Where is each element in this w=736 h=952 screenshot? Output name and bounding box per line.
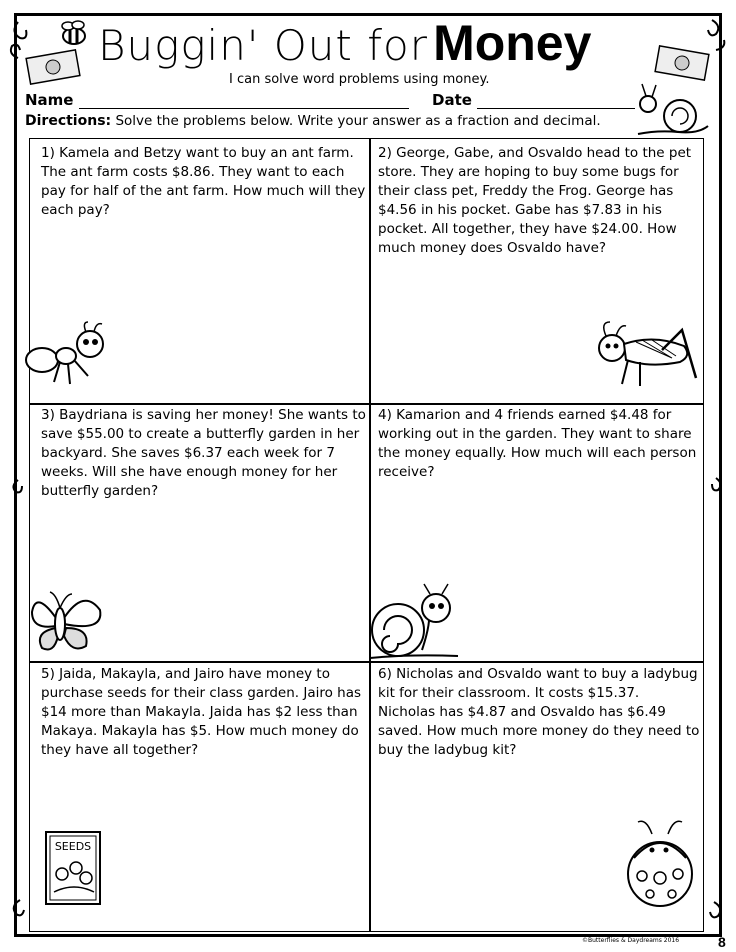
date-field[interactable] xyxy=(432,91,635,109)
name-line[interactable] xyxy=(79,94,409,109)
date-line[interactable] xyxy=(477,94,635,109)
problem-2: 2) George, Gabe, and Osvaldo head to the pet store. They are hoping to buy some bugs for their class pet, Freddy the Frog. George has $4.56 in his pocket. Gabe has $7.83 in his pocket. All together, they have $24.00. How much money does Osvaldo have? xyxy=(378,145,692,256)
seeds-label: SEEDS xyxy=(54,840,92,853)
ladybug-icon xyxy=(622,818,702,908)
page-number: 8 xyxy=(718,934,726,950)
directions-label: Directions: xyxy=(25,113,112,129)
problem-1: 1) Kamela and Betzy want to buy an ant farm. The ant farm costs $8.86. They want to each pay for half of the ant farm. How much will they each pay? xyxy=(41,145,366,218)
copyright: ©Butterflies & Daydreams 2016 xyxy=(582,937,680,944)
grid-divider-vertical xyxy=(369,139,371,931)
page-title xyxy=(98,14,591,74)
title-part2: Money xyxy=(433,15,592,71)
butterfly-icon xyxy=(26,588,106,654)
dollar-bill-icon xyxy=(26,50,82,84)
snail-icon xyxy=(362,584,462,664)
grasshopper-icon xyxy=(592,320,702,392)
date-label: Date xyxy=(432,91,472,109)
directions xyxy=(25,113,601,129)
name-field[interactable] xyxy=(25,91,409,109)
dollar-bill-icon xyxy=(655,46,711,80)
problem-3: 3) Baydriana is saving her money! She wants to save $55.00 to create a butterfly garden in her backyard. She saves $6.37 each week for 7 weeks. Will she have enough money for her butterfly garden? xyxy=(41,407,366,499)
ant-icon xyxy=(20,322,110,392)
learning-target: I can solve word problems using money. xyxy=(229,72,490,87)
seed-packet-icon xyxy=(44,830,104,908)
problem-grid xyxy=(29,138,704,932)
problem-5: 5) Jaida, Makayla, and Jairo have money to purchase seeds for their class garden. Jairo has $14 more than Makayla. Jaida has $2 less than Makaya. Makayla has $5. How much money do they have all together? xyxy=(41,666,362,758)
problem-6: 6) Nicholas and Osvaldo want to buy a ladybug kit for their classroom. It costs $15.37. Nicholas has $4.87 and Osvaldo has $6.49 saved. How much more money do they need to buy the ladybug kit? xyxy=(378,666,700,758)
problem-4: 4) Kamarion and 4 friends earned $4.48 for working out in the garden. They want to share the money equally. How much will each person receive? xyxy=(378,407,697,480)
directions-text: Solve the problems below. Write your answer as a fraction and decimal. xyxy=(115,113,601,129)
snail-icon xyxy=(634,82,714,142)
grid-divider-horizontal xyxy=(30,403,703,405)
bee-icon xyxy=(52,22,92,48)
title-part1: Buggin' Out for xyxy=(98,21,428,70)
name-label: Name xyxy=(25,91,74,109)
